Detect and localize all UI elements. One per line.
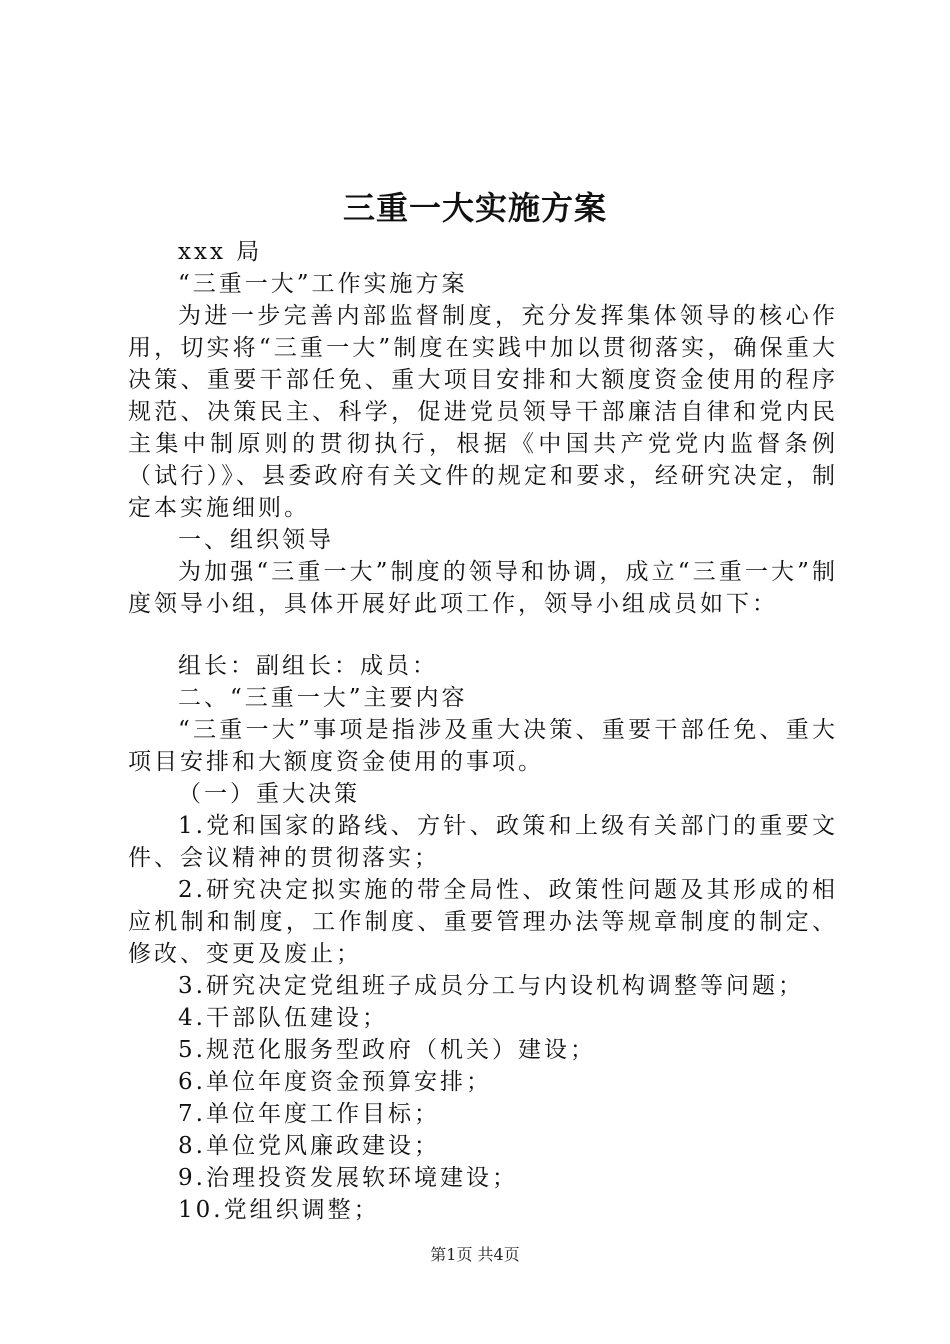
list-item: 5.规范化服务型政府（机关）建设； <box>178 1037 596 1063</box>
list-item: 7.单位年度工作目标； <box>178 1101 440 1127</box>
list-item: 8.单位党风廉政建设； <box>178 1133 440 1159</box>
leadership-paragraph: 为加强“三重一大”制度的领导和协调，成立“三重一大”制度领导小组，具体开展好此项工作，领导小组成员如下： <box>128 559 838 617</box>
intro-paragraph: 为进一步完善内部监督制度，充分发挥集体领导的核心作用，切实将“三重一大”制度在实践中加以贯彻落实，确保重大决策、重要干部任免、重大项目安排和大额度资金使用的程序规范、决策民主、科学，促进党员领导干部廉洁自律和党内民主集中制原则的贯彻执行，根据《中国共产党党内监督条例（试行）》、县委政府有关文件的规定和要求，经研究决定，制定本实施细则。 <box>128 303 838 521</box>
list-item: 4.干部队伍建设； <box>178 1005 388 1031</box>
document-body <box>128 236 838 1226</box>
list-item: 6.单位年度资金预算安排； <box>178 1069 492 1095</box>
list-item: 3.研究决定党组班子成员分工与内设机构调整等问题； <box>178 973 804 999</box>
subsection-heading-1: （一）重大决策 <box>178 781 360 807</box>
members-line: 组长：副组长：成员： <box>178 653 438 679</box>
issuer-line: xxx 局 <box>178 239 263 265</box>
list-item: 1.党和国家的路线、方针、政策和上级有关部门的重要文件、会议精神的贯彻落实； <box>128 813 838 871</box>
list-item: 9.治理投资发展软环境建设； <box>178 1165 518 1191</box>
section-heading-2: 二、“三重一大”主要内容 <box>178 685 468 711</box>
definition-paragraph: “三重一大”事项是指涉及重大决策、重要干部任免、重大项目安排和大额度资金使用的事项。 <box>128 717 838 775</box>
list-item: 10.党组织调整； <box>178 1197 380 1223</box>
list-item: 2.研究决定拟实施的带全局性、政策性问题及其形成的相应机制和制度，工作制度、重要管理办法等规章制度的制定、修改、变更及废止； <box>128 877 838 967</box>
subtitle-line: “三重一大”工作实施方案 <box>178 271 468 297</box>
section-heading-1: 一、组织领导 <box>178 527 334 553</box>
page-footer: 第1页 共4页 <box>430 1245 520 1264</box>
blank-line <box>128 620 838 650</box>
document-title: 三重一大实施方案 <box>342 189 607 227</box>
